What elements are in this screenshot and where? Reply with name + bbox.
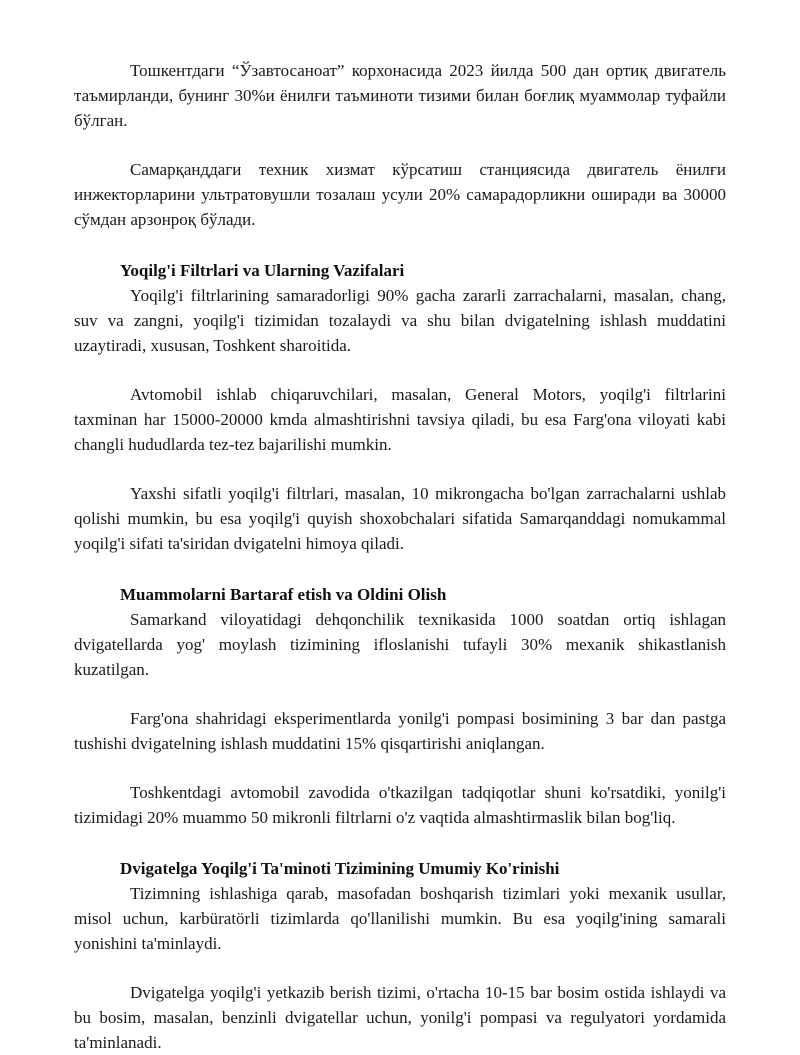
section-heading-troubleshooting: Muammolarni Bartaraf etish va Oldini Olish (120, 585, 447, 604)
section-heading-fuel-filters: Yoqilg'i Filtrlari va Ularning Vazifalari (120, 261, 405, 280)
section2-paragraph-3: Toshkentdagi avtomobil zavodida o'tkazilgan tadqiqotlar shuni ko'rsatdiki, yonilg'i tizimidagi 20% muammo 50 mikronli filtrlarni o'z vaqtida almashtirmaslik bilan bog'liq. (74, 783, 726, 827)
section2-paragraph-1: Samarkand viloyatidagi dehqonchilik texnikasida 1000 soatdan ortiq ishlagan dvigatellarda yog' moylash tizimining ifloslanishi tufayli 30% mexanik shikastlanish kuzatilgan. (74, 610, 726, 679)
intro-paragraph-2: Самарқанддаги техник хизмат кўрсатиш станциясида двигатель ёнилғи инжекторларини ультратовушли тозалаш усули 20% самарадорликни оширади ва 30000 сўмдан арзонроқ бўлади. (74, 160, 726, 229)
section1-paragraph-3: Yaxshi sifatli yoqilg'i filtrlari, masalan, 10 mikrongacha bo'lgan zarrachalarni ushlab qolishi mumkin, bu esa yoqilg'i quyish shoxobchalari sifatida Samarqanddagi nomukammal yoqilg'i sifati ta'siridan dvigatelni himoya qiladi. (74, 484, 726, 553)
section3-paragraph-1: Tizimning ishlashiga qarab, masofadan boshqarish tizimlari yoki mexanik usullar, misol uchun, karbüratörli tizimlarda qo'llanilishi mumkin. Bu esa yoqilg'ining samarali yonishini ta'minlaydi. (74, 884, 726, 953)
section1-paragraph-1: Yoqilg'i filtrlarining samaradorligi 90% gacha zararli zarrachalarni, masalan, chang, suv va zangni, yoqilg'i tizimidan tozalaydi va shu bilan dvigatelning ishlash muddatini uzaytiradi, xususan, Toshkent sharoitida. (74, 286, 726, 355)
section1-paragraph-2: Avtomobil ishlab chiqaruvchilari, masalan, General Motors, yoqilg'i filtrlarini taxminan har 15000-20000 kmda almashtirishni tavsiya qiladi, bu esa Farg'ona viloyati kabi changli hududlarda tez-tez bajarilishi mumkin. (74, 385, 726, 454)
intro-paragraph-1: Тошкентдаги “Ўзавтосаноат” корхонасида 2023 йилда 500 дан ортиқ двигатель таъмирланди, бунинг 30%и ёнилғи таъминоти тизими билан боғлиқ муаммолар туфайли бўлган. (74, 61, 726, 130)
section3-paragraph-2: Dvigatelga yoqilg'i yetkazib berish tizimi, o'rtacha 10-15 bar bosim ostida ishlaydi va bu bosim, masalan, benzinli dvigatellar uchun, yonilg'i pompasi va regulyatori yordamida ta'minlanadi. (74, 983, 726, 1052)
section-heading-fuel-system-overview: Dvigatelga Yoqilg'i Ta'minoti Tizimining Umumiy Ko'rinishi (120, 859, 560, 878)
section2-paragraph-2: Farg'ona shahridagi eksperimentlarda yonilg'i pompasi bosimining 3 bar dan pastga tushishi dvigatelning ishlash muddatini 15% qisqartirishi aniqlangan. (74, 709, 726, 753)
